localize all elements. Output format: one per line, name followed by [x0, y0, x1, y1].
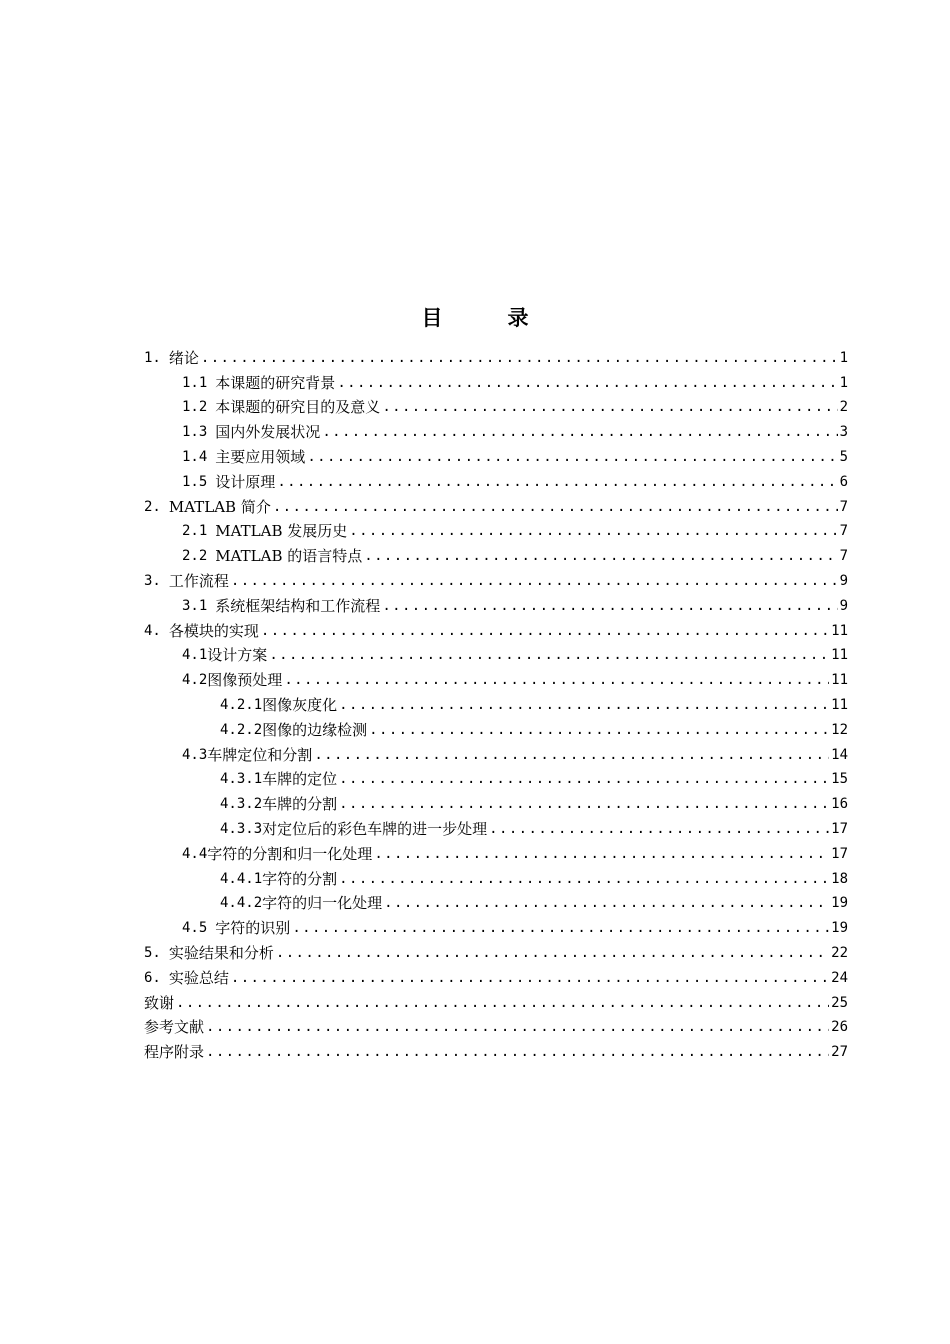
toc-entry-page-number: 17	[831, 845, 848, 862]
toc-entry-page-number: 19	[831, 895, 848, 912]
toc-entry-number: 2.2	[182, 548, 208, 565]
toc-dot-leader	[231, 969, 829, 987]
toc-entry-number: 4.2	[182, 672, 208, 689]
toc-entry-page-number: 14	[831, 746, 848, 763]
toc-entry-label: 字符的识别	[215, 919, 291, 938]
toc-entry-page-number: 16	[831, 796, 848, 813]
toc-entry-page-number: 26	[831, 1019, 848, 1036]
toc-dot-leader	[206, 1043, 829, 1061]
toc-entry-label: 图像的边缘检测	[262, 720, 368, 739]
toc-entry[interactable]	[144, 392, 848, 417]
toc-entry[interactable]	[144, 516, 848, 541]
toc-entry[interactable]	[144, 1012, 848, 1037]
toc-dot-leader	[337, 374, 837, 392]
toc-dot-leader	[276, 944, 829, 962]
toc-entry-label: 致谢	[144, 993, 175, 1012]
toc-dot-leader	[364, 547, 837, 565]
toc-entry-label: 字符的分割和归一化处理	[207, 844, 373, 863]
toc-entry[interactable]	[144, 813, 848, 838]
toc-entry-page-number: 25	[831, 994, 848, 1011]
toc-entry-page-number: 2	[839, 399, 848, 416]
toc-entry-label: 车牌定位和分割	[207, 745, 313, 764]
toc-dot-leader	[314, 746, 829, 764]
toc-entry[interactable]	[144, 416, 848, 441]
toc-dot-leader	[339, 770, 829, 788]
toc-entry[interactable]	[144, 1036, 848, 1061]
toc-entry-number: 4.1	[182, 647, 208, 664]
toc-entry-number: 4.4.1	[220, 870, 263, 887]
toc-dot-leader	[382, 597, 837, 615]
toc-entry-page-number: 18	[831, 870, 848, 887]
toc-entry-label: 字符的归一化处理	[262, 894, 383, 913]
toc-entry-page-number: 5	[839, 448, 848, 465]
toc-entry-number: 5.	[144, 944, 161, 961]
toc-dot-leader	[339, 696, 829, 714]
toc-entry-page-number: 7	[839, 548, 848, 565]
toc-entry-label: 绪论	[168, 348, 199, 367]
toc-entry-label: 实验结果和分析	[168, 943, 274, 962]
table-of-contents	[144, 342, 848, 1061]
toc-entry-label: 参考文献	[144, 1018, 205, 1037]
toc-entry-label: 工作流程	[168, 571, 229, 590]
toc-entry-label: 本课题的研究背景	[215, 373, 336, 392]
toc-entry-number: 1.2	[182, 399, 208, 416]
toc-entry-page-number: 27	[831, 1044, 848, 1061]
toc-entry-page-number: 12	[831, 721, 848, 738]
toc-entry-page-number: 9	[839, 597, 848, 614]
toc-entry[interactable]	[144, 888, 848, 913]
toc-entry[interactable]	[144, 664, 848, 689]
toc-entry-number: 4.3.3	[220, 820, 263, 837]
toc-dot-leader	[369, 721, 829, 739]
toc-dot-leader	[261, 622, 829, 640]
toc-dot-leader	[201, 349, 838, 367]
toc-entry-page-number: 7	[839, 523, 848, 540]
toc-entry[interactable]	[144, 764, 848, 789]
toc-entry[interactable]	[144, 342, 848, 367]
toc-dot-leader	[489, 820, 829, 838]
toc-entry-label: 各模块的实现	[168, 621, 259, 640]
toc-entry-number: 4.3.1	[220, 771, 263, 788]
toc-entry-page-number: 19	[831, 920, 848, 937]
toc-entry-label: 图像灰度化	[262, 695, 338, 714]
toc-entry-page-number: 7	[839, 498, 848, 515]
toc-entry-label: 国内外发展状况	[215, 423, 321, 442]
toc-entry-page-number: 24	[831, 969, 848, 986]
toc-entry-label: 字符的分割	[262, 869, 338, 888]
toc-entry-number: 1.1	[182, 374, 208, 391]
toc-entry[interactable]	[144, 912, 848, 937]
toc-entry-page-number: 22	[831, 944, 848, 961]
toc-entry-label: 图像预处理	[207, 671, 283, 690]
toc-dot-leader	[206, 1018, 829, 1036]
toc-entry-page-number: 11	[831, 622, 848, 639]
toc-title: 目 录	[421, 306, 551, 331]
toc-dot-leader	[269, 646, 829, 664]
toc-entry-number: 4.2.2	[220, 721, 263, 738]
toc-entry-page-number: 11	[831, 672, 848, 689]
toc-dot-leader	[339, 870, 829, 888]
toc-entry-number: 1.	[144, 349, 161, 366]
toc-entry[interactable]	[144, 714, 848, 739]
toc-entry-label: 对定位后的彩色车牌的进一步处理	[262, 819, 488, 838]
toc-entry[interactable]	[144, 441, 848, 466]
toc-entry[interactable]	[144, 962, 848, 987]
toc-entry-page-number: 15	[831, 771, 848, 788]
toc-entry[interactable]	[144, 640, 848, 665]
toc-entry-label: MATLAB 简介	[168, 497, 271, 516]
toc-entry-page-number: 1	[839, 349, 848, 366]
toc-entry-number: 4.2.1	[220, 696, 263, 713]
toc-entry-number: 4.4	[182, 845, 208, 862]
toc-entry-number: 4.5	[182, 920, 208, 937]
toc-entry-label: 设计原理	[215, 472, 276, 491]
toc-entry-number: 1.5	[182, 473, 208, 490]
toc-entry-page-number: 6	[839, 473, 848, 490]
toc-entry-number: 4.3	[182, 746, 208, 763]
toc-entry-label: MATLAB 的语言特点	[215, 547, 363, 566]
toc-entry-number: 2.1	[182, 523, 208, 540]
toc-entry[interactable]	[144, 466, 848, 491]
toc-entry-number: 3.	[144, 572, 161, 589]
toc-entry[interactable]	[144, 863, 848, 888]
toc-dot-leader	[176, 994, 829, 1012]
toc-entry-label: 车牌的分割	[262, 795, 338, 814]
toc-dot-leader	[349, 522, 837, 540]
toc-entry-page-number: 11	[831, 647, 848, 664]
toc-entry-label: 设计方案	[207, 646, 268, 665]
toc-entry-label: 实验总结	[168, 968, 229, 987]
toc-entry[interactable]	[144, 615, 848, 640]
toc-entry[interactable]	[144, 689, 848, 714]
toc-entry-page-number: 1	[839, 374, 848, 391]
toc-entry[interactable]	[144, 739, 848, 764]
toc-entry-number: 4.	[144, 622, 161, 639]
toc-entry-page-number: 9	[839, 572, 848, 589]
toc-entry-label: 本课题的研究目的及意义	[215, 398, 381, 417]
toc-dot-leader	[284, 671, 829, 689]
toc-entry-label: 主要应用领域	[215, 447, 306, 466]
toc-entry[interactable]	[144, 491, 848, 516]
toc-entry[interactable]	[144, 788, 848, 813]
toc-dot-leader	[307, 448, 837, 466]
toc-entry-page-number: 17	[831, 820, 848, 837]
toc-dot-leader	[277, 473, 837, 491]
toc-dot-leader	[384, 894, 829, 912]
toc-entry-label: 车牌的定位	[262, 770, 338, 789]
toc-entry[interactable]	[144, 937, 848, 962]
toc-entry[interactable]	[144, 565, 848, 590]
toc-dot-leader	[339, 795, 829, 813]
toc-dot-leader	[382, 398, 837, 416]
toc-entry-number: 4.4.2	[220, 895, 263, 912]
toc-entry-number: 3.1	[182, 597, 208, 614]
toc-dot-leader	[273, 498, 838, 516]
toc-entry-label: 程序附录	[144, 1043, 205, 1062]
toc-entry-label: MATLAB 发展历史	[215, 522, 348, 541]
toc-entry-page-number: 3	[839, 424, 848, 441]
toc-entry-number: 2.	[144, 498, 161, 515]
toc-entry-number: 4.3.2	[220, 796, 263, 813]
toc-entry[interactable]	[144, 540, 848, 565]
toc-entry[interactable]	[144, 987, 848, 1012]
toc-dot-leader	[231, 572, 838, 590]
toc-entry-number: 1.4	[182, 448, 208, 465]
toc-entry-label: 系统框架结构和工作流程	[215, 596, 381, 615]
toc-entry[interactable]	[144, 590, 848, 615]
toc-entry[interactable]	[144, 367, 848, 392]
toc-dot-leader	[322, 423, 837, 441]
toc-entry-number: 6.	[144, 969, 161, 986]
toc-dot-leader	[374, 845, 829, 863]
toc-dot-leader	[292, 919, 829, 937]
toc-entry-page-number: 11	[831, 696, 848, 713]
toc-entry-number: 1.3	[182, 424, 208, 441]
toc-entry[interactable]	[144, 838, 848, 863]
